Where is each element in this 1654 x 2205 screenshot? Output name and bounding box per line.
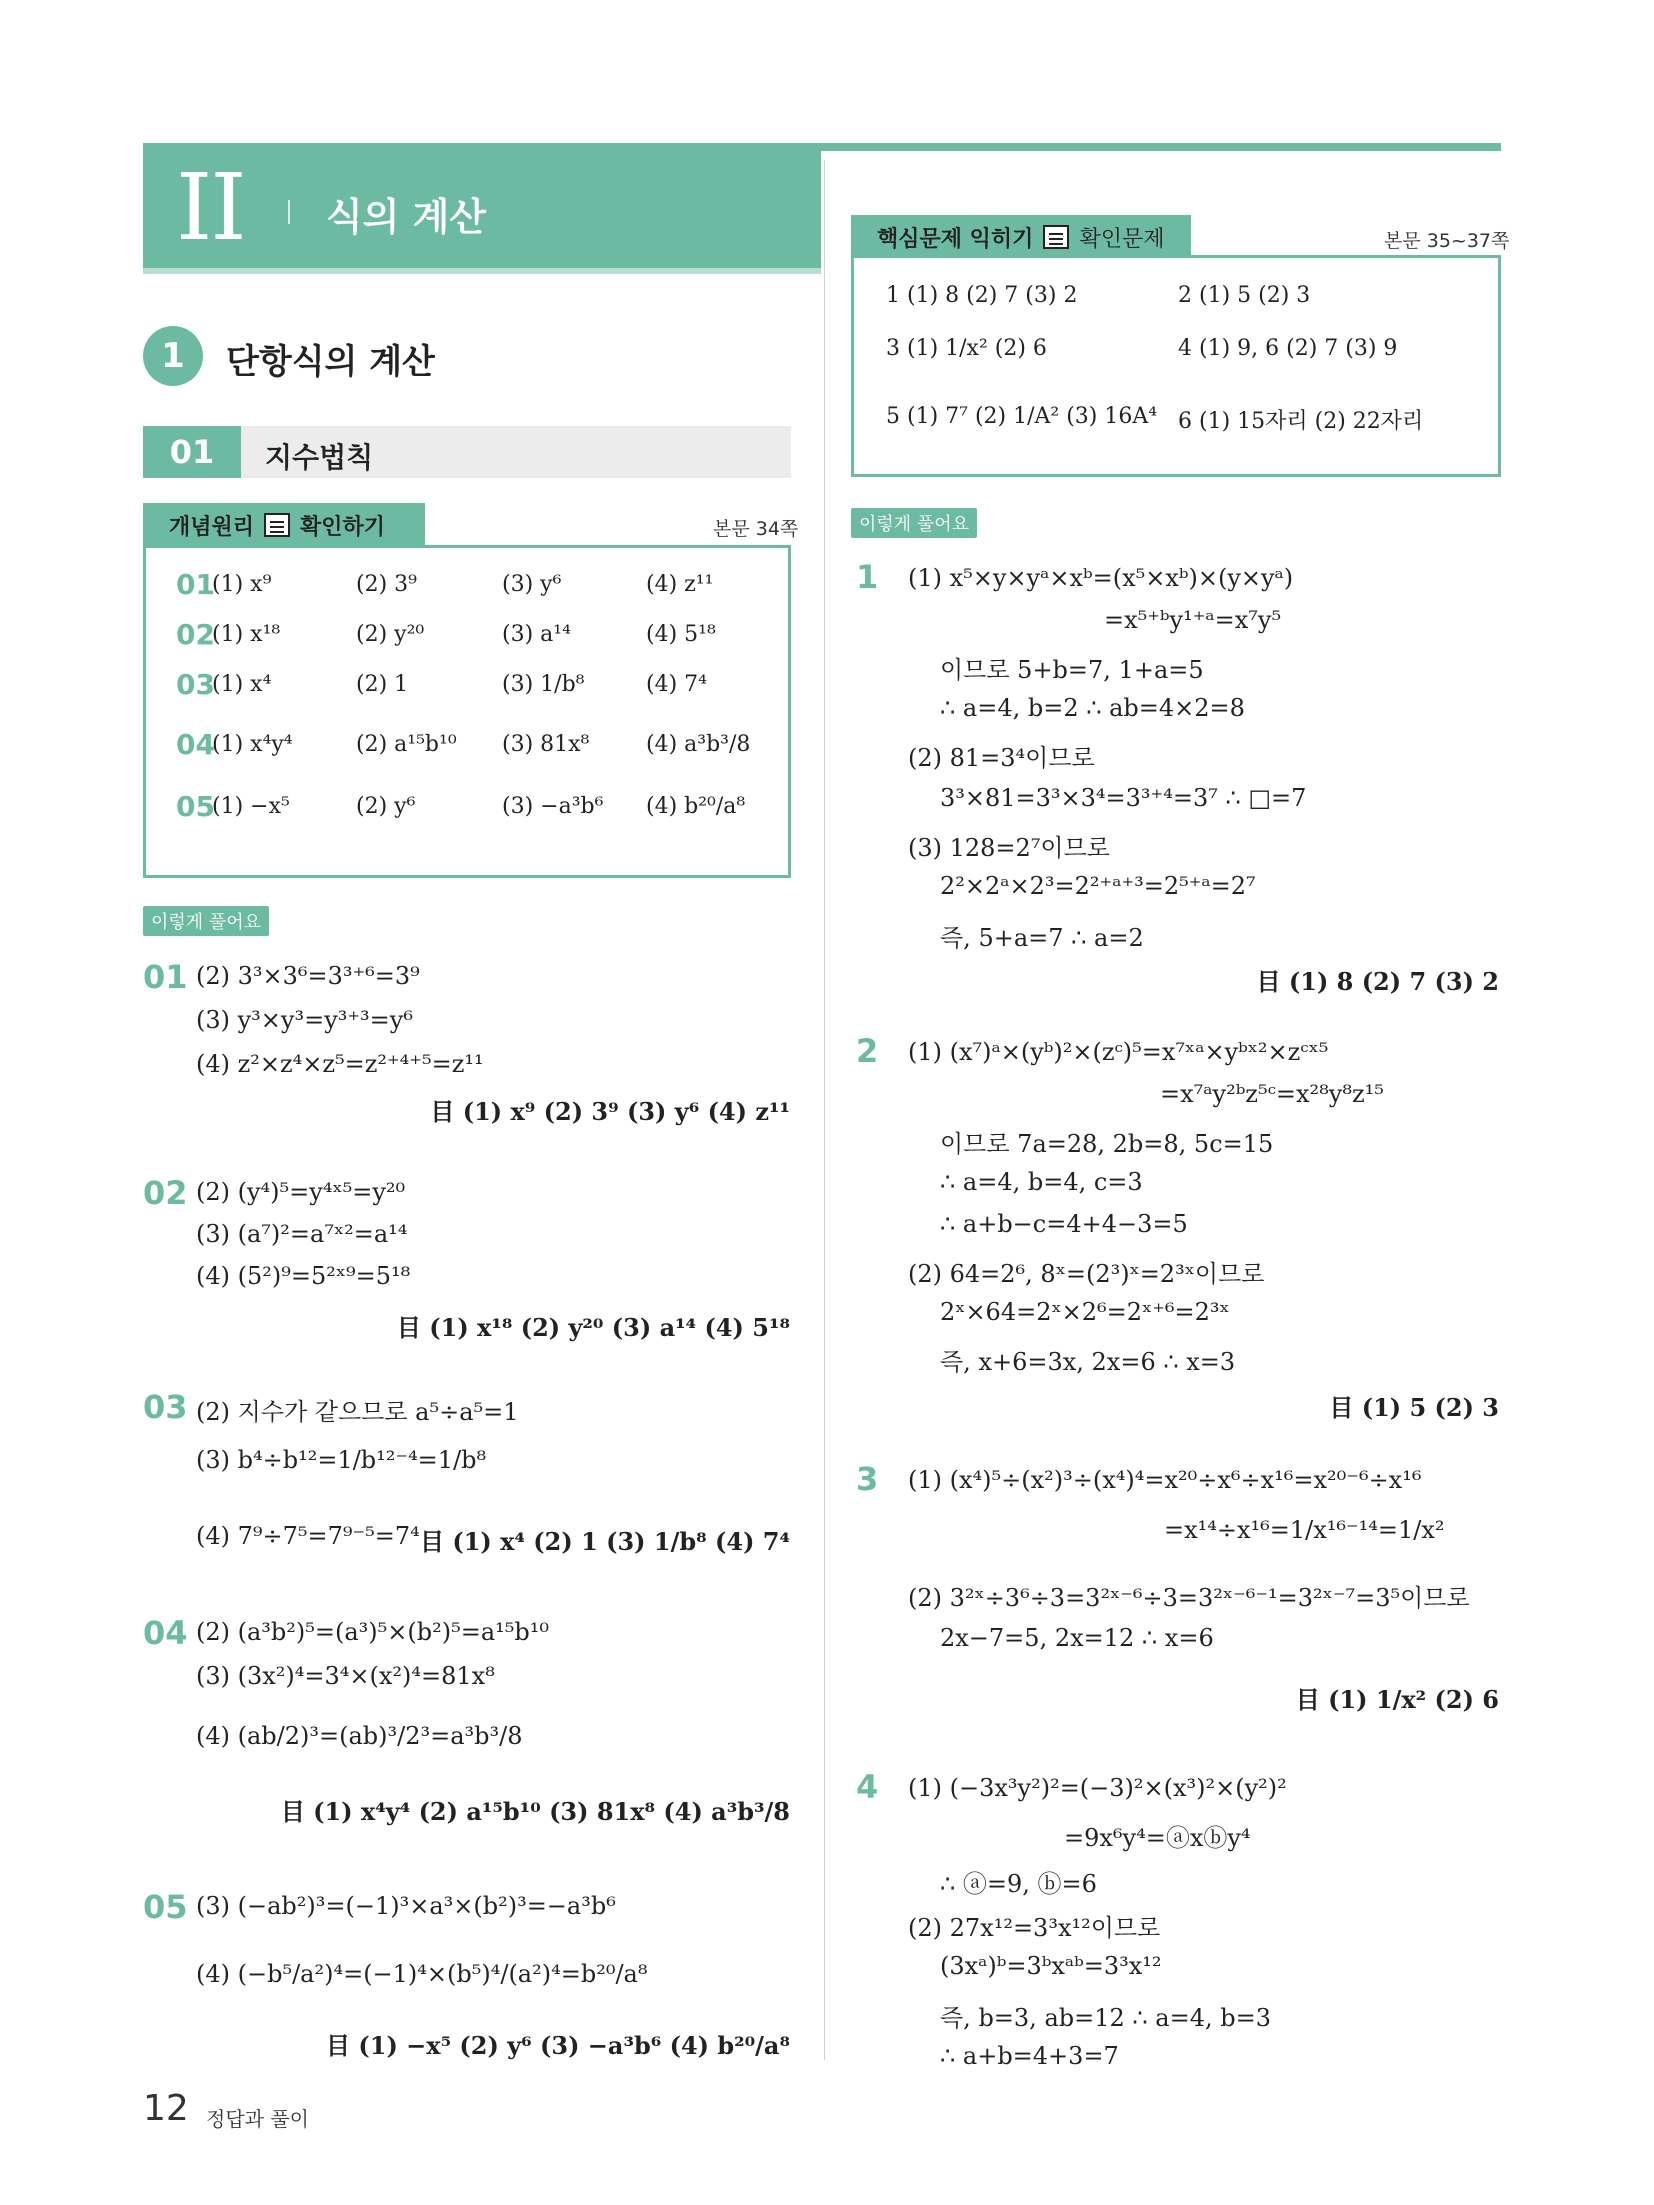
solution-line: ∴ a=4, b=2 ∴ ab=4×2=8 xyxy=(940,694,1245,722)
problem-number: 05 xyxy=(143,1888,188,1926)
answer-item: (3) 1/b⁸ xyxy=(502,672,585,697)
solution-line: ∴ a=4, b=4, c=3 xyxy=(940,1168,1143,1196)
right-answer-row: 1 (1) 8 (2) 7 (3) 2 xyxy=(886,283,1078,308)
page-reference: 본문 35~37쪽 xyxy=(1384,230,1510,252)
left-answer-tab xyxy=(143,503,425,547)
solution-line: (4) 7⁹÷7⁵=7⁹⁻⁵=7⁴ xyxy=(196,1522,420,1550)
answer-item: (3) 81x⁸ xyxy=(502,732,590,757)
final-answer: 目 (1) −x⁵ (2) y⁶ (3) −a³b⁶ (4) b²⁰/a⁸ xyxy=(326,2031,790,2060)
answer-item: (2) a¹⁵b¹⁰ xyxy=(356,732,457,757)
answer-item: (1) x⁴y⁴ xyxy=(212,732,293,757)
problem-number: 04 xyxy=(143,1614,188,1652)
column-divider xyxy=(824,160,825,2060)
answer-item: (2) y²⁰ xyxy=(356,622,425,647)
solution-line: (3) (−ab²)³=(−1)³×a³×(b²)³=−a³b⁶ xyxy=(196,1892,616,1920)
answer-row-number: 03 xyxy=(176,668,215,701)
final-answer: 目 (1) 1/x² (2) 6 xyxy=(1295,1685,1499,1714)
solution-line: (2) 3³×3⁶=3³⁺⁶=3⁹ xyxy=(196,962,420,990)
section-number-badge: 1 xyxy=(143,326,203,386)
solution-line: ∴ ⓐ=9, ⓑ=6 xyxy=(940,1870,1097,1898)
problem-number: 1 xyxy=(856,558,879,596)
right-answer-row: 5 (1) 7⁷ (2) 1/A² (3) 16A⁴ xyxy=(886,404,1158,429)
tab-label: 개념원리 xyxy=(169,514,255,540)
solution-line: =9x⁶y⁴=ⓐxⓑy⁴ xyxy=(1064,1824,1251,1852)
final-answer: 目 (1) 8 (2) 7 (3) 2 xyxy=(1256,967,1499,996)
answer-item: (1) x⁹ xyxy=(212,572,272,597)
solution-line: (2) (a³b²)⁵=(a³)⁵×(b²)⁵=a¹⁵b¹⁰ xyxy=(196,1618,549,1646)
page-number: 12 xyxy=(143,2088,189,2129)
answer-item: (4) z¹¹ xyxy=(646,572,714,597)
right-answer-row: 2 (1) 5 (2) 3 xyxy=(1178,283,1311,308)
answer-item: (1) x⁴ xyxy=(212,672,272,697)
footer-label: 정답과 풀이 xyxy=(206,2107,309,2131)
right-answer-tab xyxy=(851,215,1191,259)
solution-line: =x⁷ᵃy²ᵇz⁵ᶜ=x²⁸y⁸z¹⁵ xyxy=(1160,1080,1384,1108)
solution-line: (3xᵃ)ᵇ=3ᵇxᵃᵇ=3³x¹² xyxy=(940,1952,1162,1980)
chapter-numeral: II xyxy=(176,154,245,261)
solution-line: (3) 128=2⁷이므로 xyxy=(908,834,1110,862)
solution-line: =x¹⁴÷x¹⁶=1/x¹⁶⁻¹⁴=1/x² xyxy=(1164,1516,1445,1544)
tab-label: 확인문제 xyxy=(1079,226,1165,252)
solution-line: (4) (5²)⁹=5²ˣ⁹=5¹⁸ xyxy=(196,1262,411,1290)
solution-line: ∴ a+b=4+3=7 xyxy=(940,2042,1119,2070)
answer-row-number: 04 xyxy=(176,728,215,761)
problem-number: 2 xyxy=(856,1032,879,1070)
problem-number: 01 xyxy=(143,958,188,996)
solution-line: (2) 27x¹²=3³x¹²이므로 xyxy=(908,1914,1161,1942)
solution-line: 이므로 5+b=7, 1+a=5 xyxy=(940,656,1204,684)
solution-pill: 이렇게 풀어요 xyxy=(851,508,977,538)
tab-label: 핵심문제 익히기 xyxy=(877,226,1034,252)
answer-item: (4) b²⁰/a⁸ xyxy=(646,794,746,819)
solution-line: (2) 64=2⁶, 8ˣ=(2³)ˣ=2³ˣ이므로 xyxy=(908,1260,1265,1288)
solution-line: (1) (x⁷)ᵃ×(yᵇ)²×(zᶜ)⁵=x⁷ˣᵃ×yᵇˣ²×zᶜˣ⁵ xyxy=(908,1038,1329,1066)
answer-item: (4) 5¹⁸ xyxy=(646,622,716,647)
solution-line: (3) y³×y³=y³⁺³=y⁶ xyxy=(196,1006,413,1034)
solution-line: (2) 81=3⁴이므로 xyxy=(908,744,1095,772)
solution-line: (1) (x⁴)⁵÷(x²)³÷(x⁴)⁴=x²⁰÷x⁶÷x¹⁶=x²⁰⁻⁶÷x¹⁶ xyxy=(908,1466,1422,1494)
right-answer-row: 6 (1) 15자리 (2) 22자리 xyxy=(1178,409,1424,434)
right-answer-row: 4 (1) 9, 6 (2) 7 (3) 9 xyxy=(1178,336,1398,361)
answer-item: (2) 3⁹ xyxy=(356,572,417,597)
final-answer: 目 (1) x⁴ (2) 1 (3) 1/b⁸ (4) 7⁴ xyxy=(420,1527,790,1556)
chapter-banner-shadow xyxy=(143,268,821,274)
solution-line: (3) (3x²)⁴=3⁴×(x²)⁴=81x⁸ xyxy=(196,1662,495,1690)
solution-line: 2ˣ×64=2ˣ×2⁶=2ˣ⁺⁶=2³ˣ xyxy=(940,1298,1230,1326)
solution-line: 즉, 5+a=7 ∴ a=2 xyxy=(940,924,1144,952)
final-answer: 目 (1) 5 (2) 3 xyxy=(1329,1393,1499,1422)
final-answer: 目 (1) x¹⁸ (2) y²⁰ (3) a¹⁴ (4) 5¹⁸ xyxy=(396,1313,790,1342)
answer-item: (3) a¹⁴ xyxy=(502,622,571,647)
solution-line: 이므로 7a=28, 2b=8, 5c=15 xyxy=(940,1130,1274,1158)
tab-label: 확인하기 xyxy=(300,514,386,540)
solution-line: (4) (ab/2)³=(ab)³/2³=a³b³/8 xyxy=(196,1722,523,1750)
topic-number: 01 xyxy=(143,426,241,478)
problem-number: 03 xyxy=(143,1388,188,1426)
problem-number: 02 xyxy=(143,1174,188,1212)
magnifier-icon xyxy=(1043,225,1069,249)
final-answer: 目 (1) x⁴y⁴ (2) a¹⁵b¹⁰ (3) 81x⁸ (4) a³b³/8 xyxy=(280,1797,790,1826)
problem-number: 3 xyxy=(856,1460,879,1498)
answer-item: (1) −x⁵ xyxy=(212,794,290,819)
answer-item: (2) y⁶ xyxy=(356,794,416,819)
solution-line: ∴ a+b−c=4+4−3=5 xyxy=(940,1210,1188,1238)
solution-line: (3) (a⁷)²=a⁷ˣ²=a¹⁴ xyxy=(196,1220,408,1248)
solution-line: 즉, x+6=3x, 2x=6 ∴ x=3 xyxy=(940,1348,1236,1376)
chapter-divider xyxy=(288,200,290,224)
chapter-title: 식의 계산 xyxy=(326,195,487,239)
solution-line: 3³×81=3³×3⁴=3³⁺⁴=3⁷ ∴ □=7 xyxy=(940,784,1307,812)
answer-row-number: 01 xyxy=(176,568,215,601)
solution-line: (4) (−b⁵/a²)⁴=(−1)⁴×(b⁵)⁴/(a²)⁴=b²⁰/a⁸ xyxy=(196,1960,648,1988)
solution-line: (2) (y⁴)⁵=y⁴ˣ⁵=y²⁰ xyxy=(196,1178,406,1206)
answer-item: (3) y⁶ xyxy=(502,572,562,597)
final-answer: 目 (1) x⁹ (2) 3⁹ (3) y⁶ (4) z¹¹ xyxy=(430,1097,790,1126)
answer-item: (4) 7⁴ xyxy=(646,672,707,697)
solution-line: (1) x⁵×y×yᵃ×xᵇ=(x⁵×xᵇ)×(y×yᵃ) xyxy=(908,564,1294,592)
section-title: 단항식의 계산 xyxy=(226,342,435,382)
solution-line: (3) b⁴÷b¹²=1/b¹²⁻⁴=1/b⁸ xyxy=(196,1446,487,1474)
answer-row-number: 05 xyxy=(176,790,215,823)
check-sheet-icon xyxy=(264,513,290,537)
solution-line: =x⁵⁺ᵇy¹⁺ᵃ=x⁷y⁵ xyxy=(1104,606,1282,634)
problem-number: 4 xyxy=(856,1768,879,1806)
answer-item: (1) x¹⁸ xyxy=(212,622,281,647)
solution-line: 2²×2ᵃ×2³=2²⁺ᵃ⁺³=2⁵⁺ᵃ=2⁷ xyxy=(940,872,1256,900)
answer-item: (3) −a³b⁶ xyxy=(502,794,604,819)
right-answer-row: 3 (1) 1/x² (2) 6 xyxy=(886,336,1047,361)
answer-item: (4) a³b³/8 xyxy=(646,732,751,757)
page-reference: 본문 34쪽 xyxy=(713,518,799,540)
solution-line: (1) (−3x³y²)²=(−3)²×(x³)²×(y²)² xyxy=(908,1774,1287,1802)
solution-line: 즉, b=3, ab=12 ∴ a=4, b=3 xyxy=(940,2004,1271,2032)
solution-pill: 이렇게 풀어요 xyxy=(143,906,269,936)
answer-row-number: 02 xyxy=(176,618,215,651)
solution-line: 2x−7=5, 2x=12 ∴ x=6 xyxy=(940,1624,1214,1652)
answer-item: (2) 1 xyxy=(356,672,409,697)
solution-line: (2) 지수가 같으므로 a⁵÷a⁵=1 xyxy=(196,1398,519,1426)
solution-line: (2) 3²ˣ÷3⁶÷3=3²ˣ⁻⁶÷3=3²ˣ⁻⁶⁻¹=3²ˣ⁻⁷=3⁵이므로 xyxy=(908,1584,1470,1612)
top-rule xyxy=(821,143,1501,151)
topic-title: 지수법칙 xyxy=(265,441,374,474)
solution-line: (4) z²×z⁴×z⁵=z²⁺⁴⁺⁵=z¹¹ xyxy=(196,1050,484,1078)
